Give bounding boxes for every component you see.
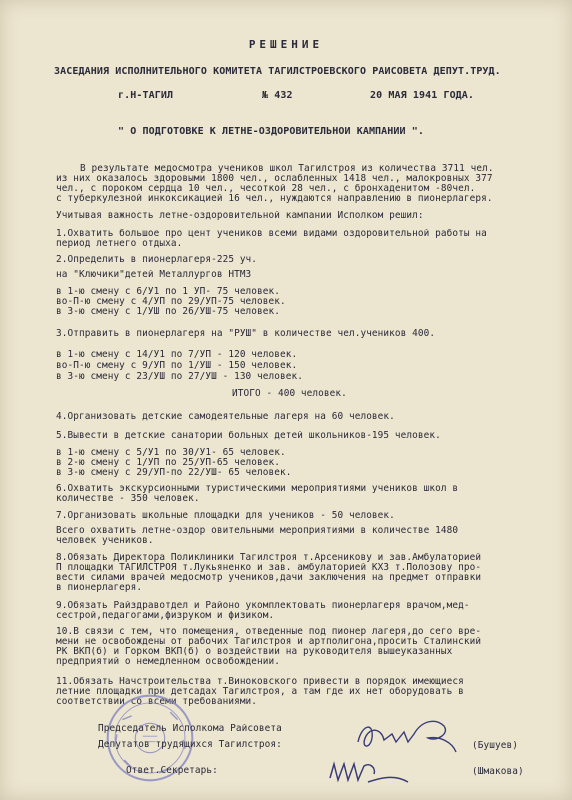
text-line: Учитывая важность летне-оздоровительной кампании Исполком решил:: [56, 211, 424, 221]
text-line: в 1-ю смену с 14/У1 по 7/УП - 120 человек.: [56, 350, 298, 360]
text-line: человек учеников.: [56, 536, 154, 546]
text-line: период летнего отдыха.: [56, 239, 183, 249]
text-line: летние площадки при детсадах Тагилстроя, а там где их нет оборудовать в: [56, 687, 464, 697]
text-line: 11.Обязать Начстроительства т.Виноковского привести в порядок имеющиеся: [56, 677, 464, 687]
text-line: 9.Обязать Райздравотдел и Районо укомплектовать пионерлагеря врачом,мед-: [56, 601, 470, 611]
signer-name: (Шмакова): [472, 767, 524, 777]
text-line: вести силами врачей медосмотр учеников,дачи заключения на предмет отправки: [56, 573, 482, 583]
text-line: 4.Организовать детские самодеятельные лагеря на 60 человек.: [56, 412, 395, 422]
doc-number: № 432: [262, 91, 293, 101]
signature-label: Председатель Исполкома Райсовета: [98, 724, 282, 734]
text-line: с туберкулезной инкоксикацией 16 чел., нуждаются направлению в пионерлагеря.: [56, 194, 493, 204]
text-line: 1.Охватить большое про цент учеников всеми видами оздоровительной работы на: [56, 229, 487, 239]
text-line: мени не освобождены от рабочих Тагилстроя и артполигона,просить Сталинский: [56, 637, 482, 647]
text-line: сестрой,педагогами,физруком и физиком.: [56, 611, 275, 621]
text-line: из них оказалось здоровыми 1800 чел., ослабленных 1418 чел., малокровных 377: [56, 174, 493, 184]
text-line: во-П-ю смену с 4/УП по 29/УП-75 человек.: [56, 297, 286, 307]
text-line: 8.Обязать Директора Поликлиники Тагилстроя т.Арсеникову и зав.Амбулаторией: [56, 553, 482, 563]
doc-date: 20 МАЯ 1941 ГОДА.: [370, 91, 475, 101]
text-line: РК ВКП(б) и Горком ВКП(б) о воздействии на руководителя вышеуказанных: [56, 647, 453, 657]
text-line: 2.Определить в пионерлагеря-225 уч.: [56, 255, 258, 265]
doc-city: г.Н-ТАГИЛ: [118, 91, 174, 101]
text-line: соответствии со всеми требованиями.: [56, 697, 258, 707]
text-line: в 3-ю смену с 29/УП-по 22/УШ- 65 человек.: [56, 468, 292, 478]
text-line: 3.Отправить в пионерлагеря на "РУШ" в количестве чел.учеников 400.: [56, 329, 436, 339]
chairman-signature: [352, 712, 462, 758]
text-line: в 1-ю смену с 5/У1 по 30/У1- 65 человек.: [56, 448, 286, 458]
text-line: в 3-ю смену с 1/УШ по 26/УШ-75 человек.: [56, 307, 281, 317]
text-line: 7.Организовать школьные площадки для учеников - 50 человек.: [56, 511, 395, 521]
text-line: чел., с пороком сердца 10 чел., чесоткой 28 чел., с бронхаденитом -80чел.: [56, 184, 476, 194]
doc-subject: " О ПОДГОТОВКЕ К ЛЕТНЕ-ОЗДОРОВИТЕЛЬНОЙ КАМПАНИИ ".: [118, 127, 425, 137]
doc-title: РЕШЕНИЕ: [248, 40, 324, 50]
signature-label: Депутатов трудящихся Тагилстроя:: [98, 740, 282, 750]
text-line: ИТОГО - 400 человек.: [232, 389, 347, 399]
text-line: В результате медосмотра учеников школ Тагилстроя из количества 3711 чел.: [80, 164, 494, 174]
secretary-signature: [324, 756, 414, 790]
text-line: в 3-ю смену с 23/УШ по 27/УШ - 130 человек.: [56, 372, 304, 382]
text-line: 10.В связи с тем, что помещения, отведенные под пионер лагеря,до сего вре-: [56, 627, 482, 637]
text-line: П площадки ТАГИЛСТРОЯ т.Лукьяненко и зав. амбулаторией КХЗ т.Полозову про-: [56, 563, 482, 573]
text-line: предприятий о немедленном освобождении.: [56, 657, 281, 667]
doc-body-line: ЗАСЕДАНИЯ ИСПОЛНИТЕЛЬНОГО КОМИТЕТА ТАГИЛСТРОЕВСКОГО РАЙСОВЕТА ДЕПУТ.ТРУД.: [54, 67, 501, 77]
text-line: в пионерлагеря.: [56, 583, 143, 593]
text-line: количестве - 350 человек.: [56, 494, 200, 504]
text-line: 6.Охватить экскурсионными туристическими мероприятиями учеников школ в: [56, 484, 459, 494]
text-line: 5.Вывести в детские санатории больных детей школьников-195 человек.: [56, 431, 441, 441]
text-line: на "Ключики"детей Металлургов НТМЗ: [56, 270, 252, 280]
text-line: в 1-ю смену с 6/У1 по 1 УП- 75 человек.: [56, 287, 281, 297]
signature-label: Ответ.Секретарь:: [126, 766, 218, 776]
text-line: в 2-ю смену с 1/УП по 25/УП-65 человек.: [56, 458, 281, 468]
text-line: Всего охватить летне-оздор овительными мероприятиями в количестве 1480: [56, 526, 459, 536]
text-line: во-П-ю смену с 9/УП по 1/УШ - 150 человек.: [56, 361, 298, 371]
signer-name: (Бушуев): [472, 741, 518, 751]
